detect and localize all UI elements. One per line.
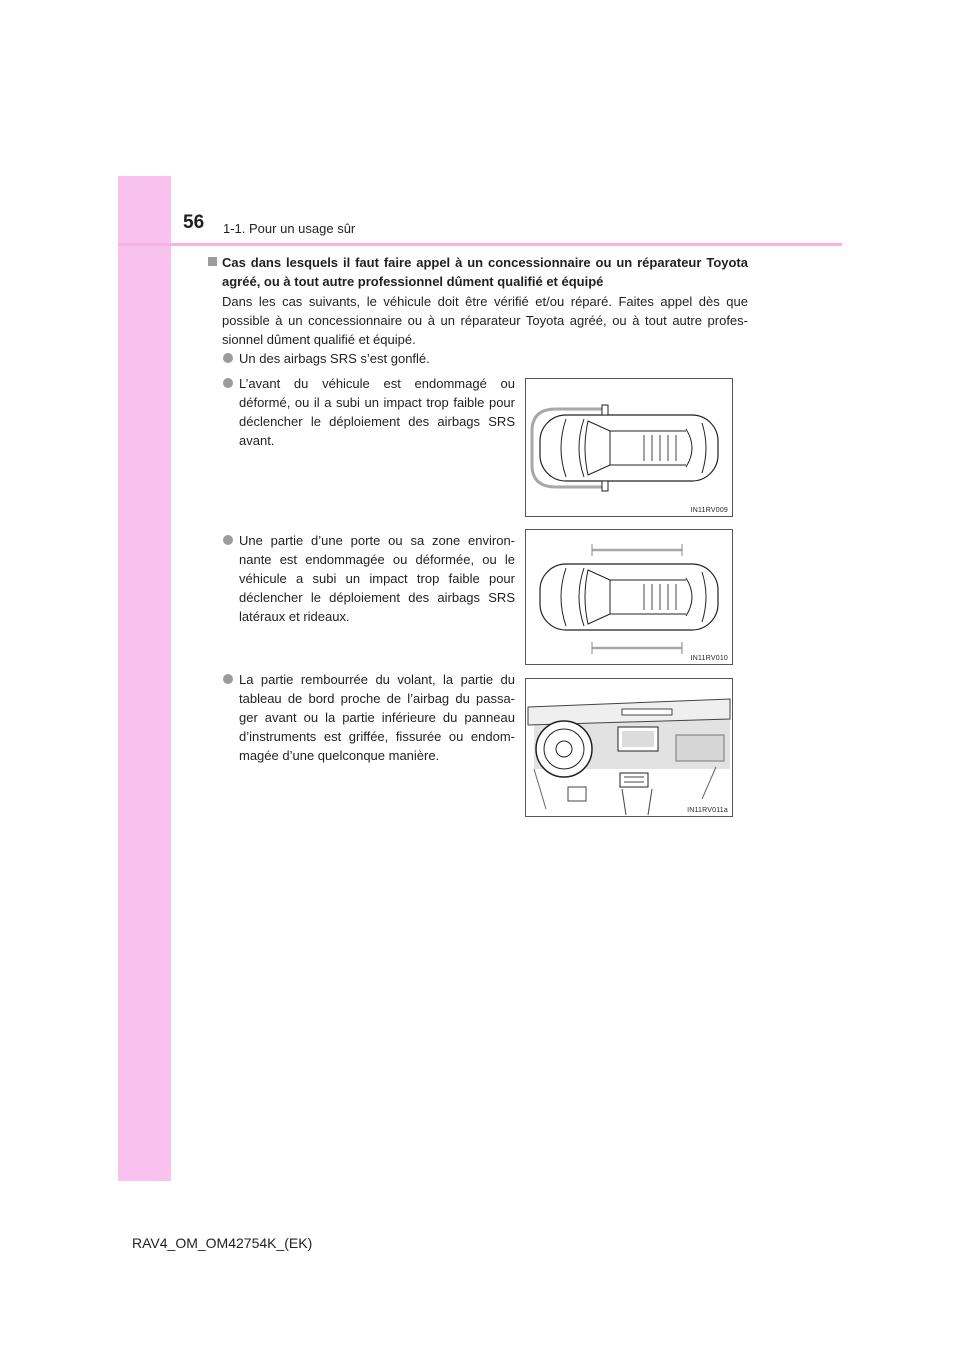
list-item-text: Une partie d’une porte ou sa zone environ-nante est endommagée ou déformée, ou le véhicule a subi un impact trop faible pour déclencher le déploiement des airbags SRS latéraux et rideaux. (239, 533, 515, 624)
square-bullet-icon (208, 257, 217, 266)
bullet-icon (223, 378, 233, 388)
figure-side-impact (525, 529, 733, 665)
figure-caption: IN11RV011a (687, 807, 728, 814)
dashboard-illustration (526, 679, 732, 816)
chapter-tab-sidebar (118, 176, 171, 1181)
figure-caption: IN11RV010 (690, 655, 728, 662)
list-item-text: L’avant du véhicule est endommagé ou déformé, ou il a subi un impact trop faible pour déclencher le déploiement des airbags SRS avant. (239, 376, 515, 448)
list-item-text: La partie rembourrée du volant, la partie du tableau de bord proche de l’airbag du passa-ger avant ou la partie inférieure du panneau d’instruments est griffée, fissurée ou endom-magée d’une quelconque manière. (239, 672, 515, 763)
car-top-view-illustration (526, 379, 732, 516)
figure-dashboard (525, 678, 733, 817)
list-item (223, 374, 515, 450)
figure-front-impact (525, 378, 733, 517)
section-title: 1-1. Pour un usage sûr (223, 221, 356, 236)
bullet-icon (223, 535, 233, 545)
list-item (223, 670, 515, 765)
subsection-heading-text: Cas dans lesquels il faut faire appel à un concessionnaire ou un réparateur Toyota agréé, ou à tout autre professionnel dûment qualifié et équipé (222, 255, 748, 289)
list-item-text: Un des airbags SRS s’est gonflé. (239, 351, 430, 366)
intro-paragraph: Dans les cas suivants, le véhicule doit être vérifié et/ou réparé. Faites appel dès que possible à un concessionnaire ou à un réparateur Toyota agréé, ou à tout autre profes-sionnel dûment qualifié et équipé. (222, 294, 748, 347)
bullet-icon (223, 674, 233, 684)
header-divider (118, 243, 842, 246)
list-item (223, 531, 515, 626)
document-footer: RAV4_OM_OM42754K_(EK) (132, 1235, 313, 1251)
list-item (223, 349, 523, 368)
figure-caption: IN11RV009 (690, 507, 728, 514)
bullet-icon (223, 353, 233, 363)
car-top-view-illustration (526, 530, 732, 664)
subsection-heading (208, 253, 748, 291)
page-number: 56 (183, 212, 205, 233)
